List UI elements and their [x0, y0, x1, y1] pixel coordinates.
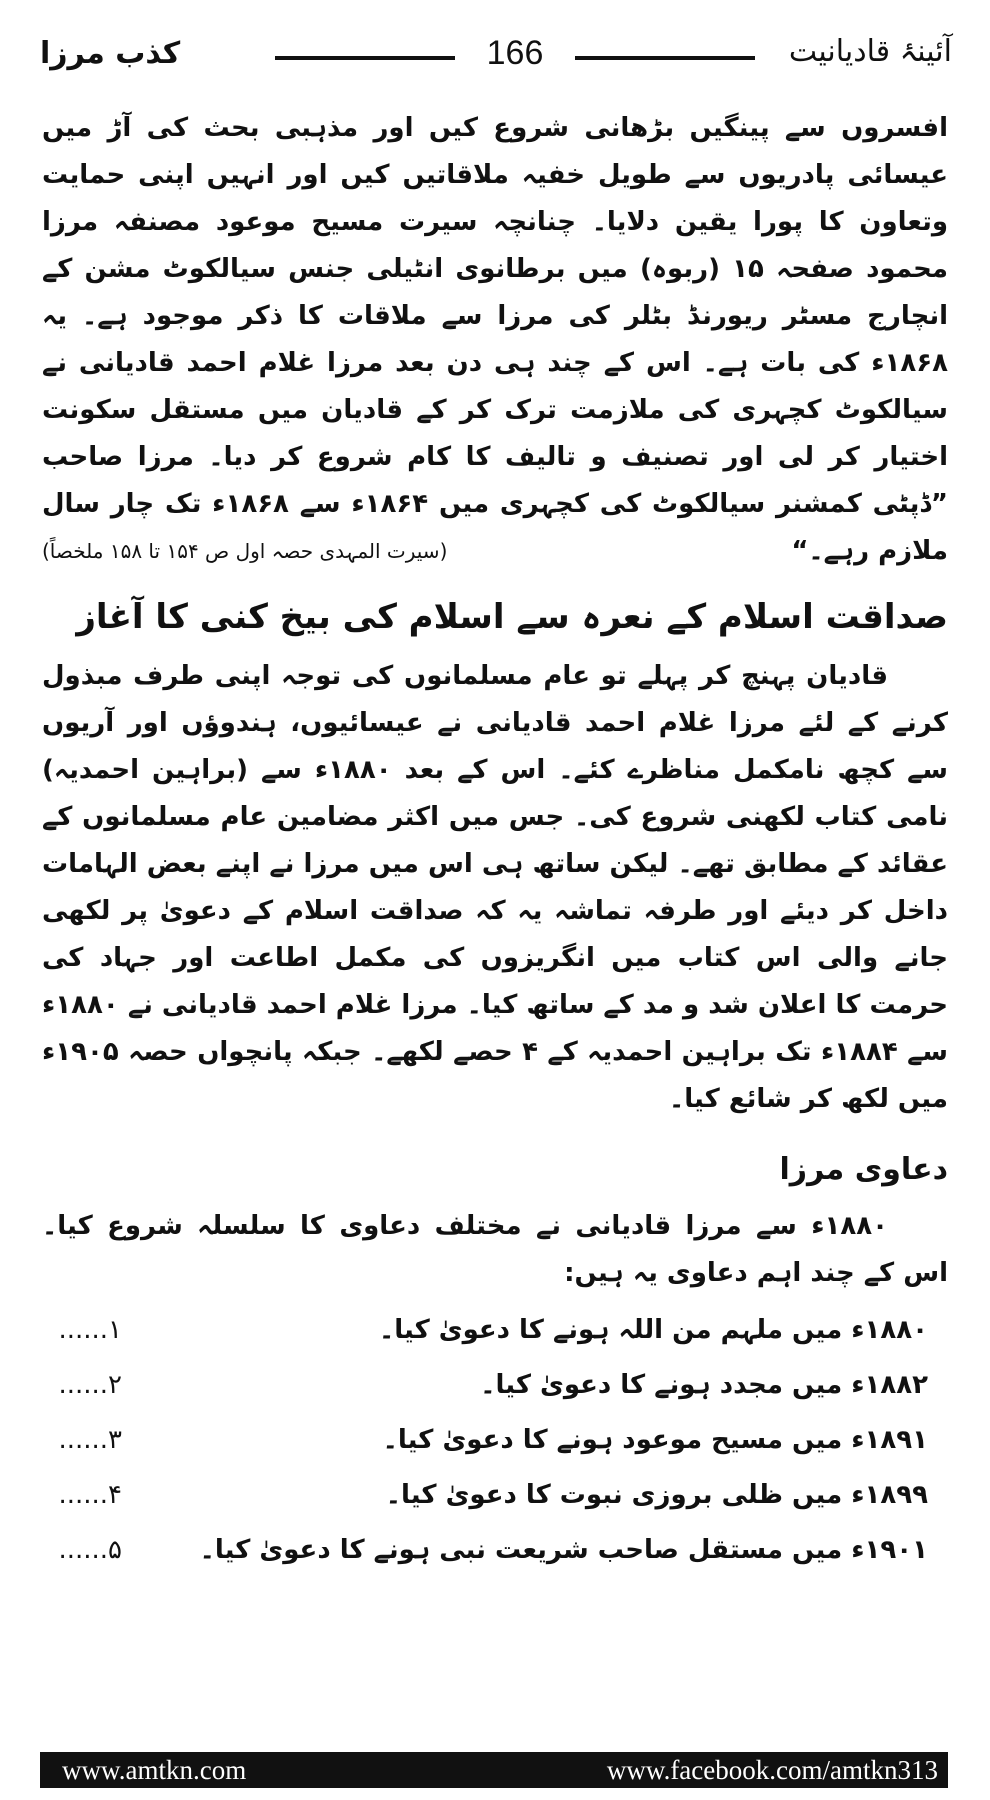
header-right-title: آئینۂ قادیانیت: [788, 34, 952, 69]
section-heading-1: صداقت اسلام کے نعرہ سے اسلام کی بیخ کنی کا آغاز: [76, 597, 948, 637]
footer-facebook-link[interactable]: www.facebook.com/amtkn313: [606, 1755, 938, 1785]
page-number: 166: [486, 34, 544, 72]
section-2-intro: ۱۸۸۰ء سے مرزا قادیانی نے مختلف دعاوی کا سلسلہ شروع کیا۔ اس کے چند اہم دعاوی یہ ہیں:: [42, 1211, 948, 1288]
intro-paragraph: افسروں سے پینگیں بڑھانی شروع کیں اور مذہبی بحث کی آڑ میں عیسائی پادریوں سے طویل خفیہ ملاقاتیں کیں اور انہیں اپنی حمایت وتعاون کا پورا یقین دلایا۔ چنانچہ سیرت مسیح موعود مصنفہ مرزا محمود صفحہ ۱۵ (ربوہ) میں برطانوی انٹیلی جنس سیالکوٹ مشن کے انچارج مسٹر ریورنڈ بٹلر کی مرزا سے ملاقات کا ذکر موجود ہے۔ یہ ۱۸۶۸ء کی بات ہے۔ اس کے چند ہی دن بعد مرزا غلام احمد قادیانی نے سیالکوٹ کچہری کی ملازمت ترک کر کے قادیان میں مستقل سکونت اختیار کر لی اور تصنیف و تالیف کا کام شروع کر دیا۔ مرزا صاحب ”ڈپٹی کمشنر سیالکوٹ کی کچہری میں ۱۸۶۴ء سے ۱۸۶۸ء تک چار سال ملازم رہے۔“: [42, 113, 949, 566]
claim-number: ۴......: [58, 1480, 122, 1510]
list-item: [42, 1523, 948, 1578]
claim-text: ۱۸۹۱ء میں مسیح موعود ہونے کا دعویٰ کیا۔: [382, 1425, 928, 1455]
claim-number: ۲......: [58, 1370, 122, 1400]
header-left-title: کذب مرزا: [40, 36, 181, 71]
section-1-paragraph: قادیان پہنچ کر پہلے تو عام مسلمانوں کی توجہ اپنی طرف مبذول کرنے کے لئے مرزا غلام احمد قادیانی نے عیسائیوں، ہندوؤں اور آریوں سے کچھ نامکمل مناظرے کئے۔ اس کے بعد ۱۸۸۰ء سے (براہین احمدیہ) نامی کتاب لکھنی شروع کی۔ جس میں اکثر مضامین عام مسلمانوں کے عقائد کے مطابق تھے۔ لیکن ساتھ ہی اس میں مرزا نے اپنے بعض الہامات داخل کر دیئے اور طرفہ تماشہ یہ کہ صداقت اسلام کے دعویٰ پر لکھی جانے والی اس کتاب میں انگریزوں کی مکمل اطاعت اور جہاد کی حرمت کا اعلان شد و مد کے ساتھ کیا۔ مرزا غلام احمد قادیانی نے ۱۸۸۰ء سے ۱۸۸۴ء تک براہین احمدیہ کے ۴ حصے لکھے۔ جبکہ پانچواں حصہ ۱۹۰۵ء میں لکھ کر شائع کیا۔: [42, 661, 948, 1114]
header-rule-right: [575, 56, 755, 60]
claim-number: ۳......: [58, 1425, 122, 1455]
claim-number: ۱......: [58, 1315, 122, 1345]
footer-website-link[interactable]: www.amtkn.com: [62, 1755, 247, 1785]
list-item: [42, 1358, 948, 1413]
claim-text: ۱۹۰۱ء میں مستقل صاحب شریعت نبی ہونے کا دعویٰ کیا۔: [199, 1535, 928, 1565]
page-content: [42, 105, 948, 1578]
header-rule-left: [275, 56, 455, 60]
list-item: [42, 1468, 948, 1523]
claim-number: ۵......: [58, 1535, 122, 1565]
claim-text: ۱۸۸۰ء میں ملہم من اللہ ہونے کا دعویٰ کیا۔: [378, 1315, 928, 1345]
section-heading-2: دعاوی مرزا: [779, 1152, 948, 1187]
list-item: [42, 1413, 948, 1468]
citation: (سیرت المہدی حصہ اول ص ۱۵۴ تا ۱۵۸ ملخصاً): [42, 539, 448, 563]
page-header: [40, 28, 952, 88]
claim-text: ۱۸۸۲ء میں مجدد ہونے کا دعویٰ کیا۔: [480, 1370, 928, 1400]
claims-list: [42, 1303, 948, 1578]
list-item: [42, 1303, 948, 1358]
header-page-number-group: [275, 34, 755, 74]
claim-text: ۱۸۹۹ء میں ظلی بروزی نبوت کا دعویٰ کیا۔: [385, 1480, 928, 1510]
page-footer: [40, 1752, 948, 1788]
